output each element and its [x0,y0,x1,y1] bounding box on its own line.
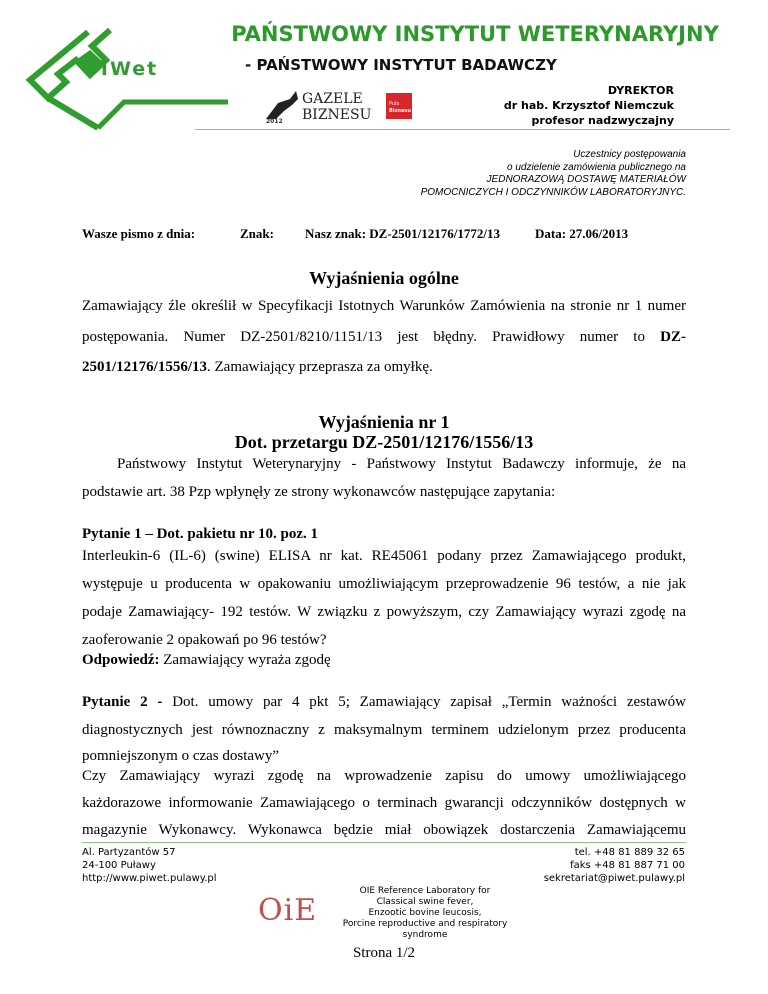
institute-subtitle: - PAŃSTWOWY INSTYTUT BADAWCZY [245,56,557,74]
footer-contact [470,846,685,885]
question-1-line: występuje u producenta w opakowaniu umożliwiającym przeprowadzenie 96 testów, a nie jak [82,576,686,592]
gazele-line1: GAZELE [302,91,363,107]
logo-text: PIWet [85,58,159,80]
our-sign: Nasz znak: DZ-2501/12176/1772/13 [305,226,500,241]
oie-line: Classical swine fever, [376,897,474,907]
general-text-1: Zamawiający źle określił w Specyfikacji Istotnych Warunków Zamówienia na stronie nr 1 numer postępowania. Numer DZ-2501/8210/1151/13 jest błędny. Prawidłowy numer to [82,298,686,345]
phone: tel. +48 81 889 32 65 [574,847,685,858]
gazele-line2: BIZNESU [302,107,372,123]
director-name: dr hab. Krzysztof Niemczuk [503,99,674,112]
correct-number: DZ-2501/12176/1556/13 [82,328,686,375]
oie-line: Porcine reproductive and respiratory syndrome [342,919,508,940]
recipients-block [380,149,686,199]
footer-divider [82,842,686,843]
answer-label: Odpowiedź: [82,652,160,668]
explanation-heading: Wyjaśnienia nr 1 [318,412,450,432]
answer-1 [82,652,686,669]
director-title: DYREKTOR [607,84,674,97]
oie-line: OIE Reference Laboratory for [359,886,491,896]
website-link[interactable]: http://www.piwet.pulawy.pl [82,873,217,884]
question-1-title: Pytanie 1 – Dot. pakietu nr 10. poz. 1 [82,526,318,542]
fax: faks +48 81 887 71 00 [570,860,685,871]
email-link[interactable]: sekretariat@piwet.pulawy.pl [543,873,685,884]
footer-address [82,846,217,885]
badge-bottom: Biznesu [389,108,411,114]
recipient-line: JEDNORAZOWĄ DOSTAWĘ MATERIAŁÓW [486,174,686,185]
your-letter-label: Wasze pismo z dnia: [82,226,196,241]
question-2-line: pomniejszonym o czas dostawy” [82,748,280,764]
recipient-line: o udzielenie zamówienia publicznego na [506,161,686,173]
question-2-first-line [82,694,686,711]
sign-label: Znak: [240,226,274,241]
general-heading: Wyjaśnienia ogólne [309,268,459,288]
director-block [470,83,674,128]
badge-top: Puls [389,101,400,107]
question-2-line: każdorazowe informowanie Zamawiającego o terminach gwarancji odczynników dostępnych w [82,795,686,811]
oie-logo-text: OiE [258,893,318,926]
address-line: Al. Partyzantów 57 [82,847,176,858]
institute-name: PAŃSTWOWY INSTYTUT WETERYNARYJNY [231,22,719,46]
question-2-line: diagnostycznych jest równoznaczny z maksymalnym terminem udzielonym przez producenta [82,722,686,738]
question-2-title: Pytanie 2 - [82,694,163,710]
oie-reference-text [320,886,530,941]
gazele-biznesu-logo [262,85,422,125]
question-2-line: Czy Zamawiający wyrazi zgodę na wprowadzenie zapisu do umowy umożliwiającego [82,768,686,784]
director-rank: profesor nadzwyczajny [531,114,674,127]
answer-text: Zamawiający wyraża zgodę [159,652,331,668]
intro-line-1: Państwowy Instytut Weterynaryjny - Państwowy Instytut Badawczy informuje, że na [117,456,686,472]
gazele-year: 2012 [266,118,283,125]
question-1-line: podaje Zamawiający- 192 testów. W związku z powyższym, czy Zamawiający wyrazi zgodę na [82,604,686,620]
header-divider [195,129,730,130]
question-2-line: magazynie Wykonawcy. Wykonawca będzie miał obowiązek dostarczenia Zamawiającemu [82,822,686,838]
recipient-line: POMOCNICZYCH I ODCZYNNIKÓW LABORATORYJNYC. [420,186,686,198]
document-date: Data: 27.06/2013 [535,226,629,241]
general-paragraph [82,291,686,383]
page-number: Strona 1/2 [352,945,416,961]
question-1-line: Interleukin-6 (IL-6) (swine) ELISA nr kat. RE45061 podany przez Zamawiającego produkt, [82,548,686,564]
tender-heading: Dot. przetargu DZ-2501/12176/1556/13 [234,432,534,452]
address-line: 24-100 Puławy [82,860,156,871]
oie-logo [250,888,330,926]
recipient-line: Uczestnicy postępowania [573,149,686,160]
question-1-line: zaoferowanie 2 opakowań po 96 testów? [82,632,327,648]
question-2-text: Dot. umowy par 4 pkt 5; Zamawiający zapisał „Termin ważności zestawów [162,694,686,710]
intro-line-2: podstawie art. 38 Pzp wpłynęły ze strony wykonawców następujące zapytania: [82,484,556,500]
oie-line: Enzootic bovine leucosis, [368,908,482,918]
general-text-2: . Zamawiający przeprasza za omyłkę. [207,359,433,375]
